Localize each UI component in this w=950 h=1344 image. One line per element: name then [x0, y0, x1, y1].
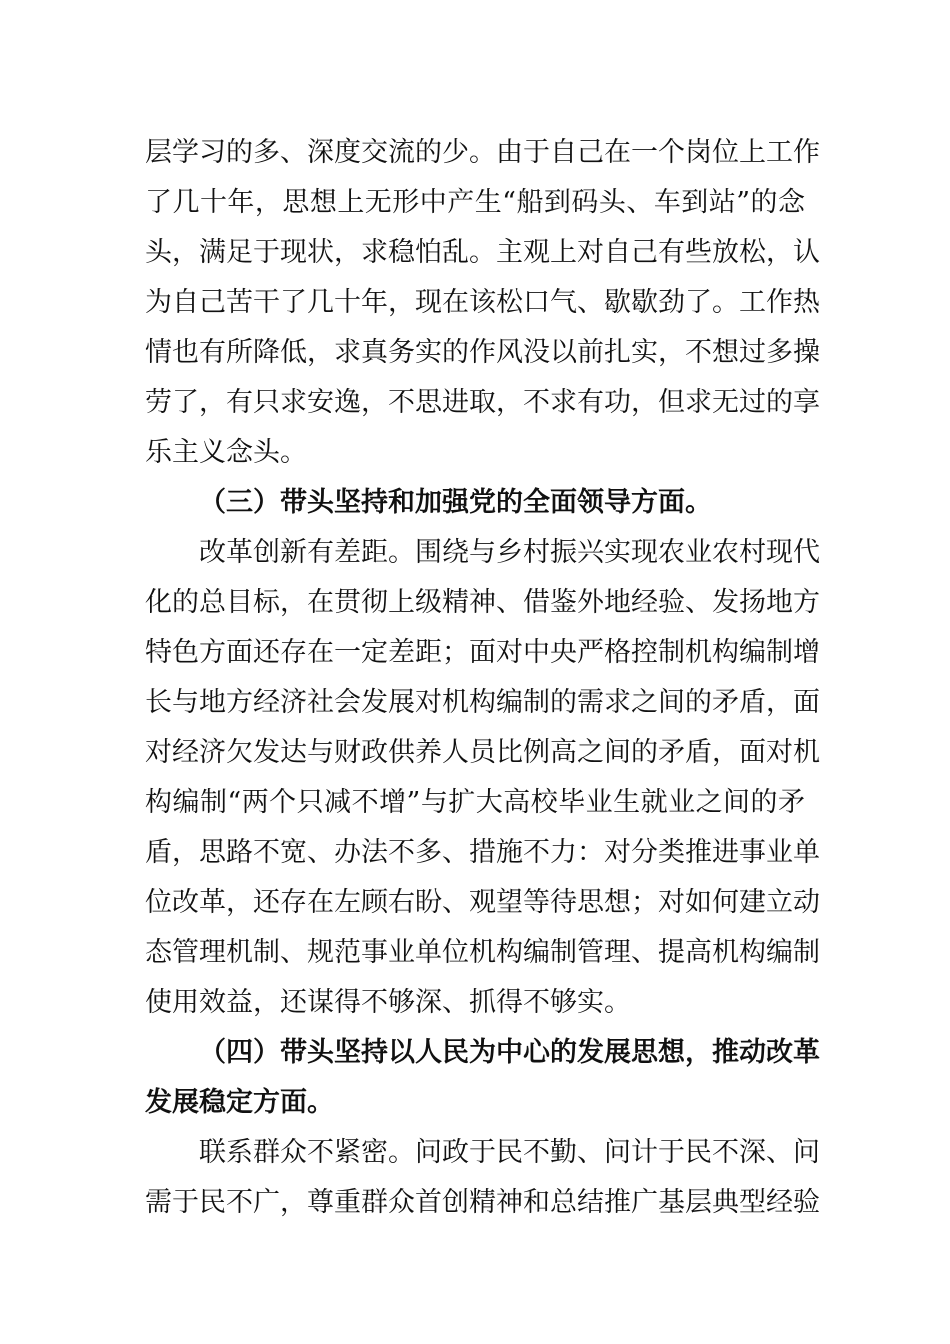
text-line: 对经济欠发达与财政供养人员比例高之间的矛盾，面对机 — [145, 737, 820, 768]
text-line: 了几十年，思想上无形中产生“船到码头、车到站”的念 — [145, 187, 805, 218]
text-line: 态管理机制、规范事业单位机构编制管理、提高机构编制 — [145, 937, 820, 968]
text-line: 劳了，有只求安逸，不思进取，不求有功，但求无过的享 — [145, 387, 820, 418]
text-line: 位改革，还存在左顾右盼、观望等待思想；对如何建立动 — [145, 887, 820, 918]
text-line: 情也有所降低，求真务实的作风没以前扎实，不想过多操 — [145, 337, 820, 368]
text-line: 需于民不广，尊重群众首创精神和总结推广基层典型经验 — [145, 1187, 820, 1218]
paragraph-mass-contact — [145, 1128, 820, 1228]
text-line: 层学习的多、深度交流的少。由于自己在一个岗位上工作 — [145, 137, 820, 168]
text-line: 特色方面还存在一定差距；面对中央严格控制机构编制增 — [145, 637, 820, 668]
text-line: 使用效益，还谋得不够深、抓得不够实。 — [145, 987, 631, 1018]
text-line: 联系群众不紧密。问政于民不勤、问计于民不深、问 — [199, 1137, 820, 1168]
section-heading-3: （三）带头坚持和加强党的全面领导方面。 — [199, 487, 712, 518]
heading-line: （四）带头坚持以人民为中心的发展思想，推动改革 — [199, 1037, 820, 1068]
text-line: 改革创新有差距。围绕与乡村振兴实现农业农村现代 — [199, 537, 820, 568]
text-line: 构编制“两个只减不增”与扩大高校毕业生就业之间的矛 — [145, 787, 805, 818]
heading-line: 发展稳定方面。 — [145, 1087, 334, 1118]
text-line: 长与地方经济社会发展对机构编制的需求之间的矛盾，面 — [145, 687, 820, 718]
text-line: 盾，思路不宽、办法不多、措施不力：对分类推进事业单 — [145, 837, 820, 868]
section-heading-4 — [145, 1028, 820, 1128]
text-line: 头，满足于现状，求稳怕乱。主观上对自己有些放松，认 — [145, 237, 820, 268]
text-line: 化的总目标，在贯彻上级精神、借鉴外地经验、发扬地方 — [145, 587, 820, 618]
text-line: 为自己苦干了几十年，现在该松口气、歇歇劲了。工作热 — [145, 287, 820, 318]
document-page — [145, 128, 820, 1228]
paragraph-reform-innovation — [145, 528, 820, 1028]
text-line: 乐主义念头。 — [145, 437, 307, 468]
paragraph-continuation — [145, 128, 820, 478]
